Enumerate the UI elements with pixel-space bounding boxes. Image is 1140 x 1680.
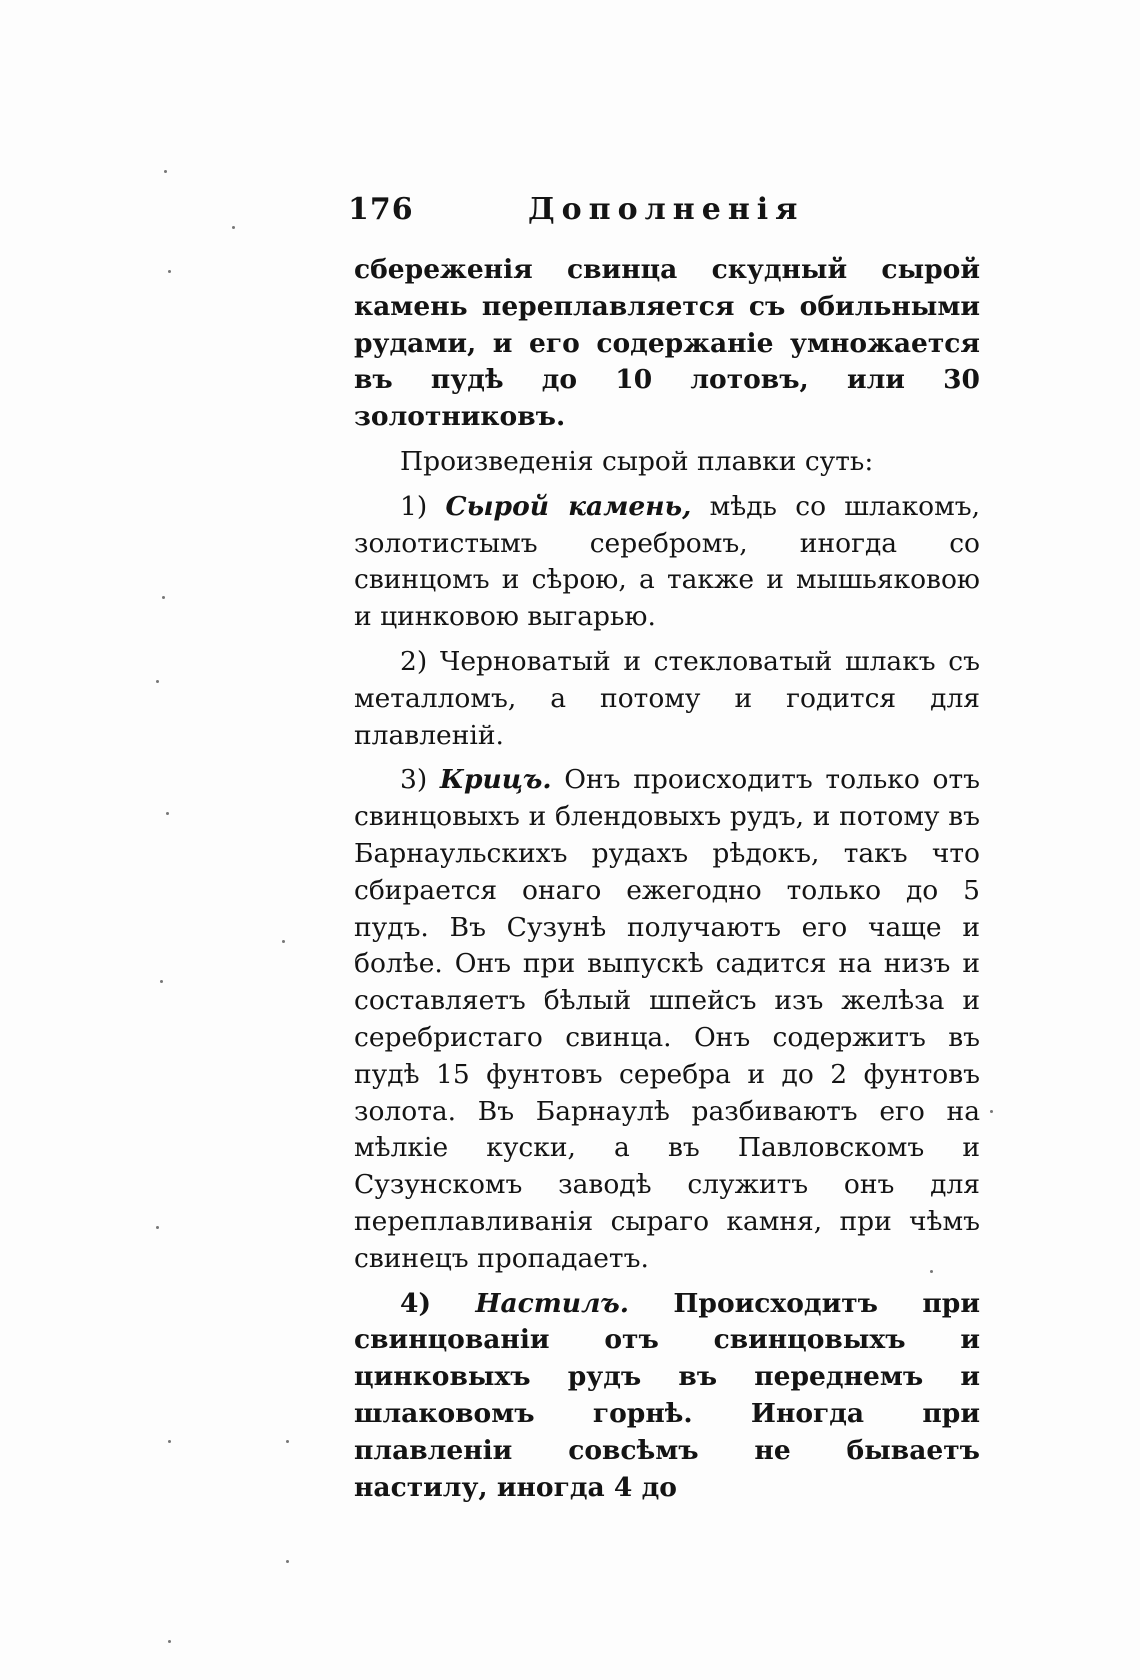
scan-speck	[164, 170, 167, 173]
scan-speck	[286, 1560, 289, 1563]
item-number: 3)	[400, 764, 428, 796]
paragraph-intro	[354, 444, 980, 481]
scan-speck	[990, 1110, 993, 1113]
running-title: Дополненія	[528, 192, 805, 227]
item-term: Крицъ.	[439, 764, 552, 796]
item-number: 2)	[400, 645, 428, 677]
page-header	[348, 192, 988, 238]
item-term: Настилъ.	[475, 1287, 629, 1319]
scan-speck	[168, 270, 171, 273]
scan-speck	[930, 1270, 933, 1273]
page-number: 176	[348, 192, 414, 227]
scan-speck	[166, 812, 169, 815]
paragraph-item-4	[354, 1286, 980, 1507]
body-text	[354, 252, 980, 1506]
item-number: 4)	[400, 1287, 431, 1319]
paragraph-item-1	[354, 489, 980, 636]
scan-speck	[282, 940, 285, 943]
paragraph-item-3	[354, 762, 980, 1277]
scan-speck	[168, 1440, 171, 1443]
paragraph-item-2	[354, 644, 980, 754]
scan-speck	[156, 680, 159, 683]
paragraph-text: Произведенія сырой плавки суть:	[400, 445, 874, 477]
paragraph-text: Происходитъ при свинцованіи отъ свинцовыхъ и цинковыхъ рудъ въ переднемъ и шлаковомъ горнѣ. Иногда при плавленіи совсѣмъ не бываетъ настилу, иногда 4 до	[354, 1287, 980, 1503]
item-term: Сырой камень,	[445, 490, 692, 522]
scan-speck	[160, 980, 163, 983]
scan-speck	[232, 226, 235, 229]
paragraph-text: Онъ происходитъ только отъ свинцовыхъ и блендовыхъ рудъ, и потому въ Барнаульскихъ рудахъ рѣдокъ, такъ что сбирается онаго ежегодно только до 5 пудъ. Въ Сузунѣ получаютъ его чаще и болѣе. Онъ при выпускѣ садится на низъ и составляетъ бѣлый шпейсъ изъ желѣза и серебристаго свинца. Онъ содержитъ въ пудѣ 15 фунтовъ серебра и до 2 фунтовъ золота. Въ Барнаулѣ разбиваютъ его на мѣлкіе куски, а въ Павловскомъ и Сузунскомъ заводѣ служитъ онъ для переплавливанія сыраго камня, при чѣмъ свинецъ пропадаетъ.	[354, 764, 980, 1274]
scan-speck	[162, 596, 165, 599]
paragraph-text: сбереженія свинца скудный сырой камень переплавляется съ обильными рудами, и его содержаніе умножается въ пудѣ до 10 лотовъ, или 30 золотниковъ.	[354, 254, 980, 433]
paragraph-text: Черноватый и стекловатый шлакъ съ металломъ, а потому и годится для плавленій.	[354, 645, 980, 751]
scan-speck	[156, 1226, 159, 1229]
scan-speck	[286, 1440, 289, 1443]
scan-speck	[168, 1640, 171, 1643]
paragraph-continuation	[354, 252, 980, 436]
item-number: 1)	[400, 490, 428, 522]
paragraph-text: мѣдь со шлакомъ, золотистымъ серебромъ, иногда со свинцомъ и сѣрою, а также и мышьяковою и цинковою выгарью.	[354, 490, 980, 633]
